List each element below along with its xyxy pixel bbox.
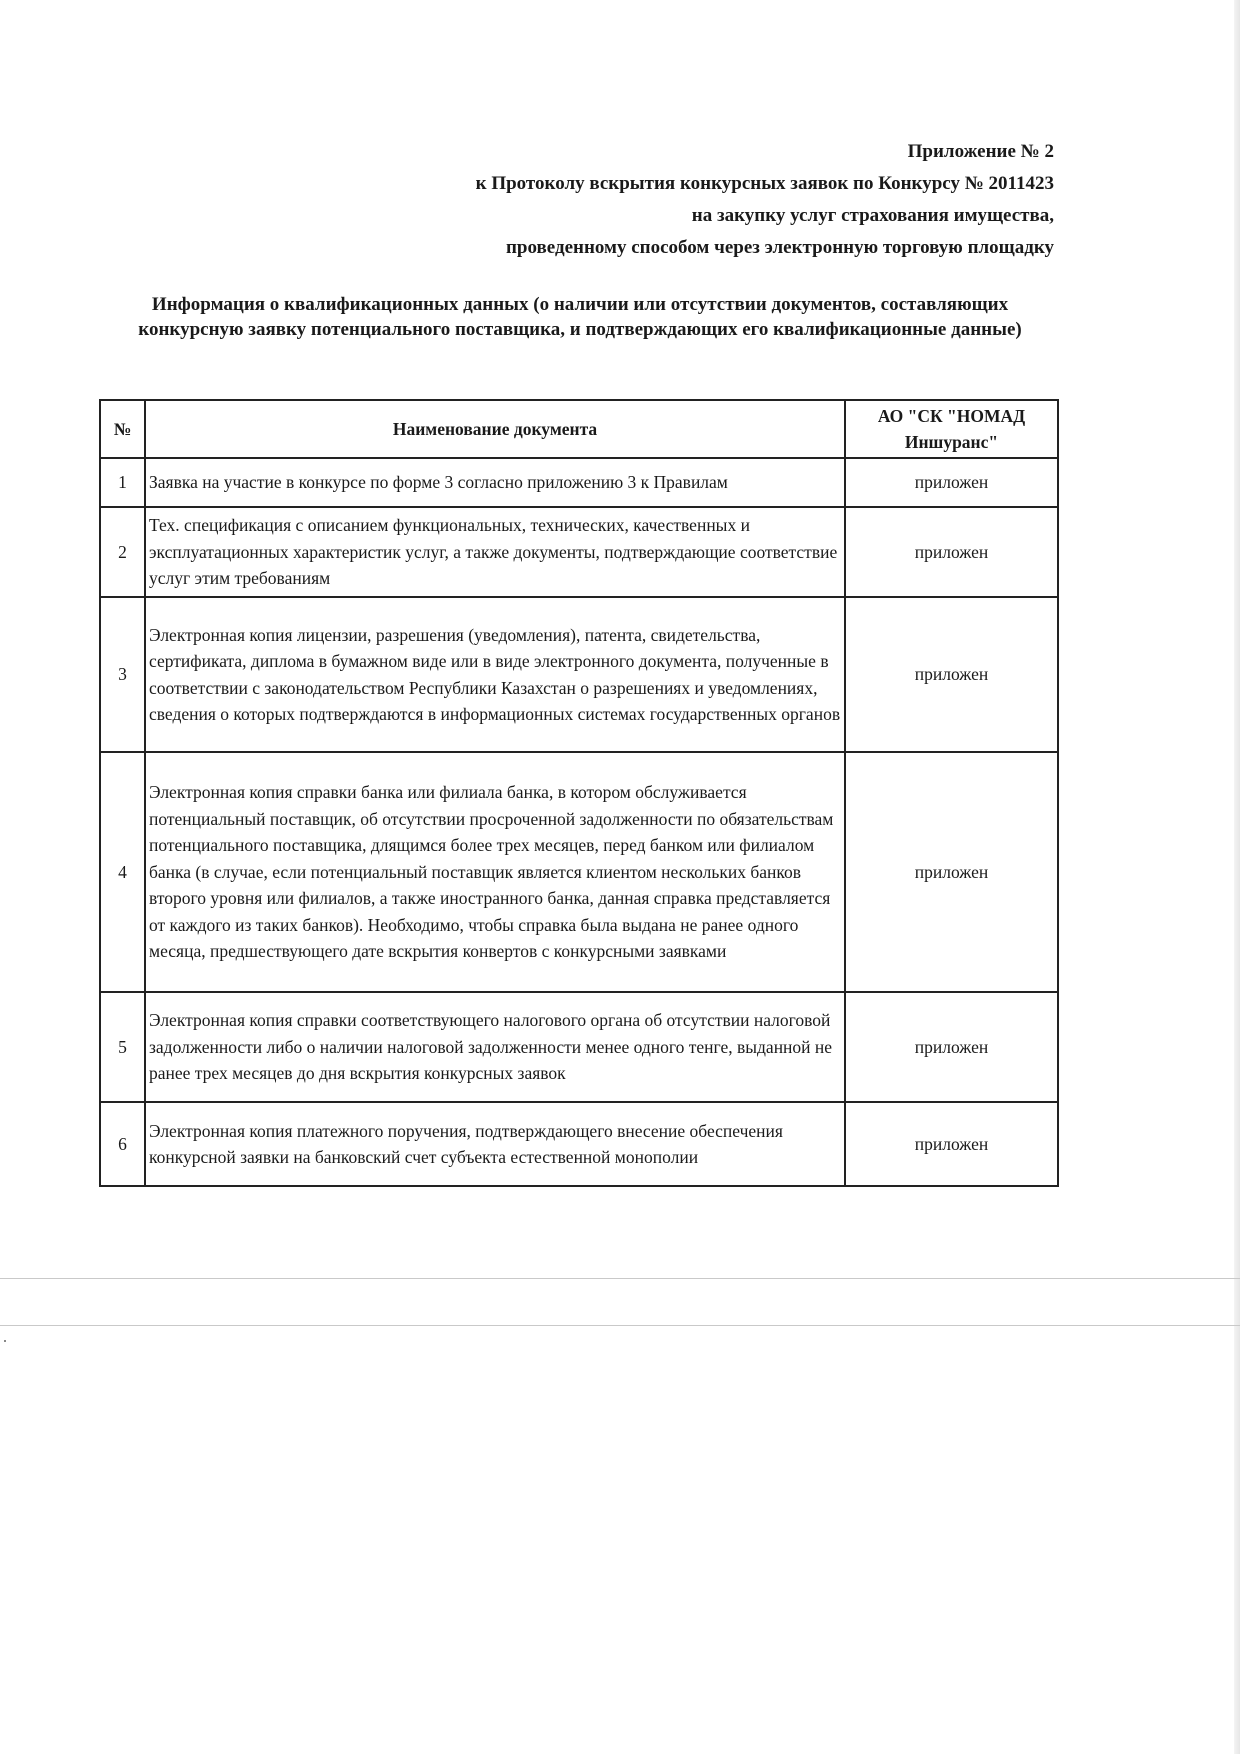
header-number: № xyxy=(100,400,145,458)
row-document-name: Электронная копия справки соответствующего налогового органа об отсутствии налоговой задолженности либо о наличии налоговой задолженности менее одного тенге, выданной не ранее трех месяцев до дня вскрытия конкурсных заявок xyxy=(145,992,845,1102)
row-number: 5 xyxy=(100,992,145,1102)
procurement-method: проведенному способом через электронную торговую площадку xyxy=(505,237,1054,258)
qualification-documents-table xyxy=(99,399,1059,1187)
table-row xyxy=(100,458,1058,507)
row-number: 6 xyxy=(100,1102,145,1186)
row-document-name: Электронная копия лицензии, разрешения (уведомления), патента, свидетельства, сертификата, диплома в бумажном виде или в виде электронного документа, полученные в соответствии с законодательством Республики Казахстан о разрешениях и уведомлениях, сведения о которых подтверждаются в информационных системах государственных органов xyxy=(145,597,845,752)
scan-edge xyxy=(1234,0,1240,1754)
row-number: 2 xyxy=(100,507,145,597)
scan-divider-line xyxy=(0,1325,1240,1326)
document-title: Информация о квалификационных данных (о наличии или отсутствии документов, составляющих конкурсную заявку потенциального поставщика, и подтверждающих его квалификационные данные) xyxy=(138,294,1022,340)
row-document-name: Электронная копия справки банка или филиала банка, в котором обслуживается потенциальный поставщик, об отсутствии просроченной задолженности по обязательствам потенциального поставщика, длящимся более трех месяцев, перед банком или филиалом банка (в случае, если потенциальный поставщик является клиентом нескольких банков второго уровня или филиалов, а также иностранного банка, данная справка представляется от каждого из таких банков). Необходимо, чтобы справка была выдана не ранее одного месяца, предшествующего дате вскрытия конвертов с конкурсными заявками xyxy=(145,752,845,992)
row-status: приложен xyxy=(845,992,1058,1102)
scan-divider-line xyxy=(0,1278,1240,1279)
table-row xyxy=(100,507,1058,597)
table-row xyxy=(100,752,1058,992)
document-header xyxy=(154,136,1054,264)
table-row xyxy=(100,597,1058,752)
table-row xyxy=(100,992,1058,1102)
row-status: приложен xyxy=(845,507,1058,597)
appendix-number: Приложение № 2 xyxy=(907,141,1054,162)
row-document-name: Заявка на участие в конкурсе по форме 3 согласно приложению 3 к Правилам xyxy=(145,458,845,507)
row-status: приложен xyxy=(845,597,1058,752)
table-row xyxy=(100,1102,1058,1186)
header-supplier: АО "СК "НОМАД Иншуранс" xyxy=(845,400,1058,458)
protocol-reference: к Протоколу вскрытия конкурсных заявок по Конкурсу № 2011423 xyxy=(475,173,1054,194)
row-document-name: Тех. спецификация с описанием функциональных, технических, качественных и эксплуатационных характеристик услуг, а также документы, подтверждающие соответствие услуг этим требованиям xyxy=(145,507,845,597)
row-number: 1 xyxy=(100,458,145,507)
table-header-row xyxy=(100,400,1058,458)
row-document-name: Электронная копия платежного поручения, подтверждающего внесение обеспечения конкурсной заявки на банковский счет субъекта естественной монополии xyxy=(145,1102,845,1186)
header-document-name: Наименование документа xyxy=(145,400,845,458)
row-number: 3 xyxy=(100,597,145,752)
row-status: приложен xyxy=(845,752,1058,992)
row-status: приложен xyxy=(845,1102,1058,1186)
row-number: 4 xyxy=(100,752,145,992)
procurement-subject: на закупку услуг страхования имущества, xyxy=(691,205,1054,226)
row-status: приложен xyxy=(845,458,1058,507)
scan-speck xyxy=(4,1340,6,1342)
